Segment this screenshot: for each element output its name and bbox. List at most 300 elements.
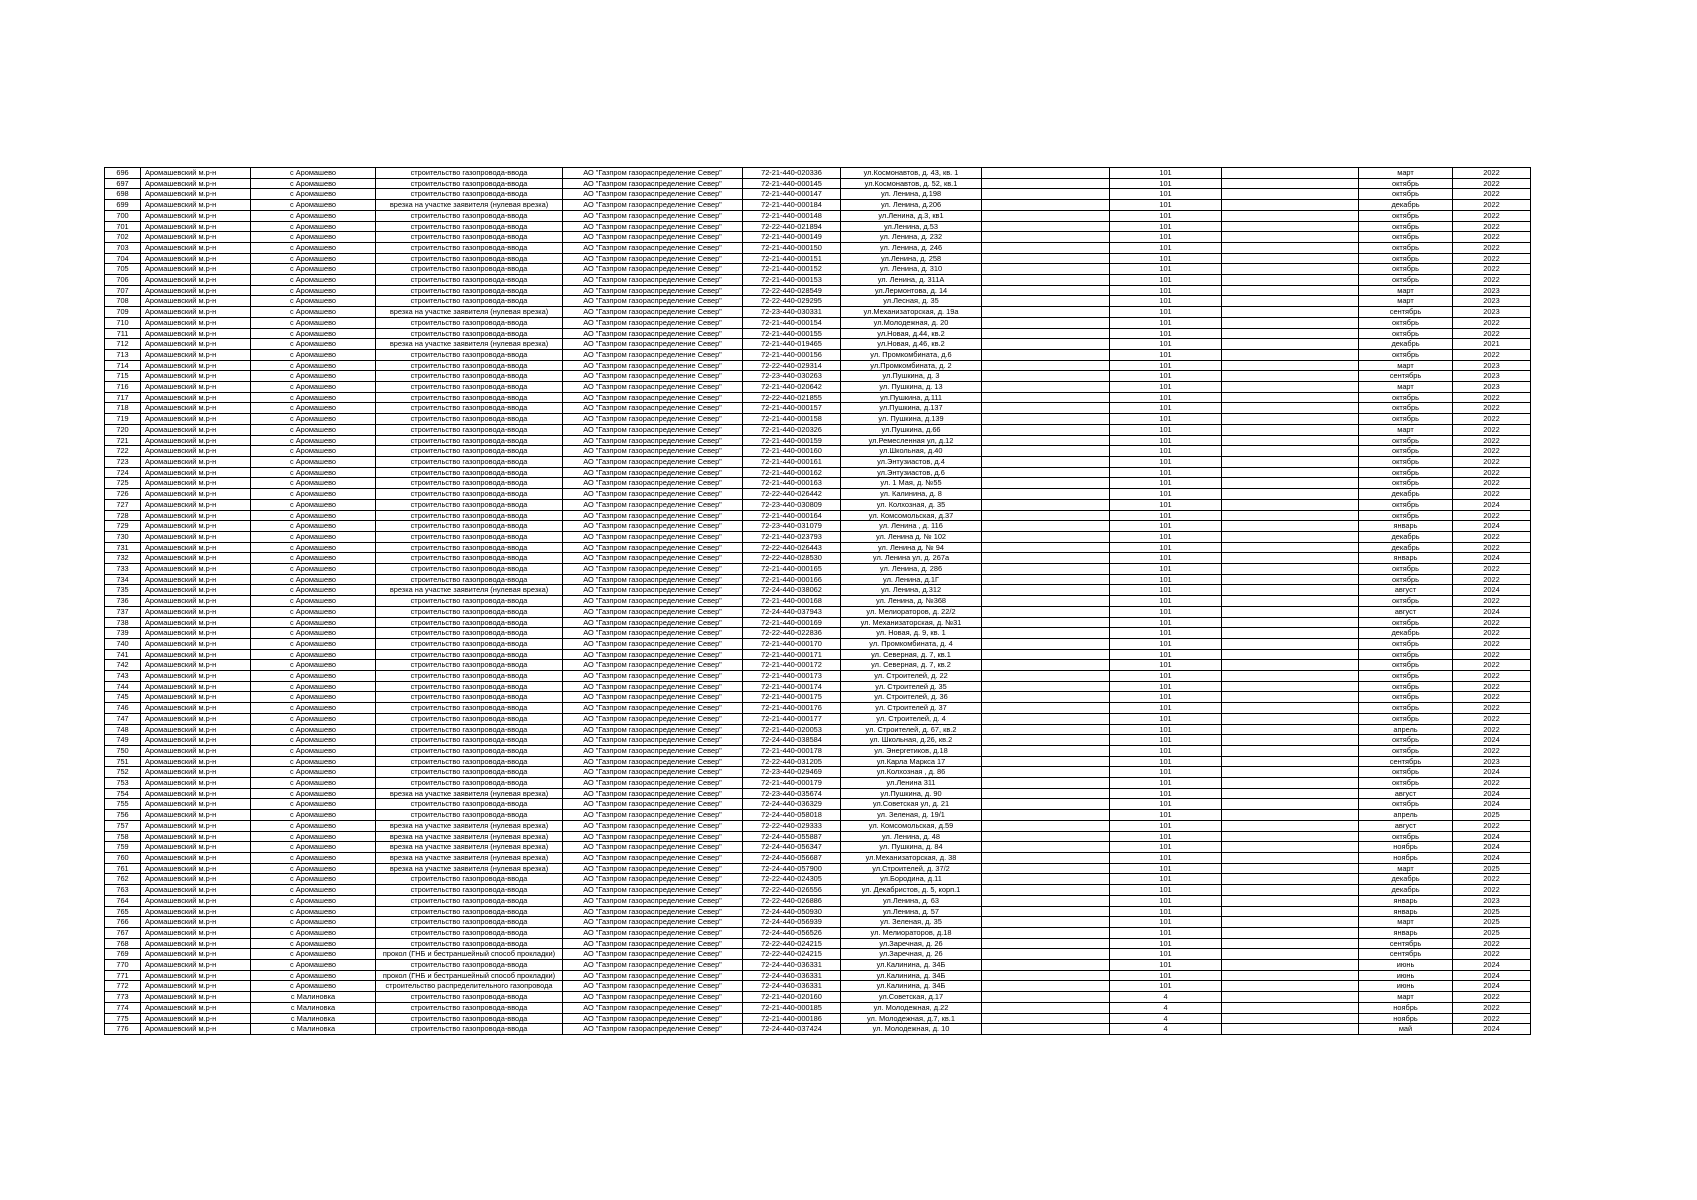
empty-cell xyxy=(982,467,1110,478)
work-type-cell: строительство газопровода-ввода xyxy=(376,253,563,264)
work-type-cell: строительство газопровода-ввода xyxy=(376,456,563,467)
settlement-cell: с Аромашево xyxy=(251,810,376,821)
settlement-cell: с Аромашево xyxy=(251,981,376,992)
request-number-cell: 72-21-440-000186 xyxy=(743,1013,841,1024)
settlement-cell: с Аромашево xyxy=(251,382,376,393)
table-row xyxy=(105,724,1531,735)
month-cell: октябрь xyxy=(1359,735,1453,746)
settlement-cell: с Аромашево xyxy=(251,574,376,585)
organization-cell: АО "Газпром газораспределение Север" xyxy=(563,531,743,542)
empty-cell xyxy=(1222,585,1359,596)
year-cell: 2024 xyxy=(1453,831,1531,842)
settlement-cell: с Аромашево xyxy=(251,435,376,446)
organization-cell: АО "Газпром газораспределение Север" xyxy=(563,478,743,489)
month-cell: январь xyxy=(1359,927,1453,938)
address-cell: ул.Пушкина, д.111 xyxy=(841,392,982,403)
organization-cell: АО "Газпром газораспределение Север" xyxy=(563,938,743,949)
district-cell: Аромашевский м.р-н xyxy=(141,831,251,842)
address-cell: ул.Космонавтов, д. 43, кв. 1 xyxy=(841,168,982,179)
row-number: 761 xyxy=(105,863,141,874)
settlement-cell: с Аромашево xyxy=(251,938,376,949)
organization-cell: АО "Газпром газораспределение Север" xyxy=(563,574,743,585)
settlement-cell: с Аромашево xyxy=(251,906,376,917)
year-cell: 2022 xyxy=(1453,703,1531,714)
settlement-cell: с Аромашево xyxy=(251,221,376,232)
work-type-cell: строительство газопровода-ввода xyxy=(376,392,563,403)
settlement-cell: с Аромашево xyxy=(251,649,376,660)
address-cell: ул.Школьная, д.40 xyxy=(841,446,982,457)
empty-cell xyxy=(1222,863,1359,874)
address-cell: ул. Молодежная, д.7, кв.1 xyxy=(841,1013,982,1024)
year-cell: 2022 xyxy=(1453,510,1531,521)
request-number-cell: 72-21-440-000184 xyxy=(743,200,841,211)
district-cell: Аромашевский м.р-н xyxy=(141,842,251,853)
month-cell: октябрь xyxy=(1359,210,1453,221)
request-number-cell: 72-22-440-026443 xyxy=(743,542,841,553)
month-cell: сентябрь xyxy=(1359,938,1453,949)
row-number: 762 xyxy=(105,874,141,885)
month-cell: октябрь xyxy=(1359,478,1453,489)
year-cell: 2022 xyxy=(1453,681,1531,692)
empty-cell xyxy=(1222,564,1359,575)
year-cell: 2025 xyxy=(1453,927,1531,938)
district-cell: Аромашевский м.р-н xyxy=(141,349,251,360)
settlement-cell: с Аромашево xyxy=(251,681,376,692)
request-number-cell: 72-22-440-029295 xyxy=(743,296,841,307)
empty-cell xyxy=(1222,938,1359,949)
empty-cell xyxy=(1222,371,1359,382)
table-row xyxy=(105,414,1531,425)
district-cell: Аромашевский м.р-н xyxy=(141,542,251,553)
month-cell: декабрь xyxy=(1359,531,1453,542)
empty-cell xyxy=(1222,360,1359,371)
table-row xyxy=(105,799,1531,810)
row-number: 709 xyxy=(105,307,141,318)
settlement-cell: с Аромашево xyxy=(251,349,376,360)
pressure-cell: 101 xyxy=(1110,189,1222,200)
request-number-cell: 72-23-440-030331 xyxy=(743,307,841,318)
address-cell: ул.Советская, д.17 xyxy=(841,992,982,1003)
empty-cell xyxy=(1222,232,1359,243)
pressure-cell: 101 xyxy=(1110,456,1222,467)
month-cell: октябрь xyxy=(1359,574,1453,585)
row-number: 738 xyxy=(105,617,141,628)
row-number: 751 xyxy=(105,756,141,767)
empty-cell xyxy=(1222,895,1359,906)
settlement-cell: с Аромашево xyxy=(251,307,376,318)
district-cell: Аромашевский м.р-н xyxy=(141,178,251,189)
settlement-cell: с Аромашево xyxy=(251,478,376,489)
pressure-cell: 101 xyxy=(1110,392,1222,403)
year-cell: 2022 xyxy=(1453,596,1531,607)
organization-cell: АО "Газпром газораспределение Север" xyxy=(563,317,743,328)
year-cell: 2023 xyxy=(1453,382,1531,393)
month-cell: октябрь xyxy=(1359,703,1453,714)
settlement-cell: с Аромашево xyxy=(251,467,376,478)
address-cell: ул.Лермонтова, д. 14 xyxy=(841,285,982,296)
pressure-cell: 101 xyxy=(1110,242,1222,253)
pressure-cell: 101 xyxy=(1110,853,1222,864)
organization-cell: АО "Газпром газораспределение Север" xyxy=(563,349,743,360)
empty-cell xyxy=(982,296,1110,307)
district-cell: Аромашевский м.р-н xyxy=(141,970,251,981)
settlement-cell: с Аромашево xyxy=(251,360,376,371)
year-cell: 2024 xyxy=(1453,521,1531,532)
year-cell: 2022 xyxy=(1453,210,1531,221)
address-cell: ул. Молодежная, д.22 xyxy=(841,1002,982,1013)
address-cell: ул. Молодежная, д. 10 xyxy=(841,1024,982,1035)
row-number: 771 xyxy=(105,970,141,981)
organization-cell: АО "Газпром газораспределение Север" xyxy=(563,221,743,232)
district-cell: Аромашевский м.р-н xyxy=(141,521,251,532)
request-number-cell: 72-22-440-026442 xyxy=(743,489,841,500)
empty-cell xyxy=(982,970,1110,981)
empty-cell xyxy=(1222,981,1359,992)
pressure-cell: 4 xyxy=(1110,1024,1222,1035)
pressure-cell: 101 xyxy=(1110,317,1222,328)
request-number-cell: 72-21-440-000178 xyxy=(743,745,841,756)
request-number-cell: 72-22-440-026886 xyxy=(743,895,841,906)
empty-cell xyxy=(1222,317,1359,328)
pressure-cell: 101 xyxy=(1110,628,1222,639)
district-cell: Аромашевский м.р-н xyxy=(141,671,251,682)
work-type-cell: прокол (ГНБ и бестраншейный способ прокладки) xyxy=(376,949,563,960)
work-type-cell: строительство газопровода-ввода xyxy=(376,778,563,789)
month-cell: август xyxy=(1359,606,1453,617)
settlement-cell: с Аромашево xyxy=(251,510,376,521)
pressure-cell: 101 xyxy=(1110,820,1222,831)
settlement-cell: с Аромашево xyxy=(251,371,376,382)
month-cell: декабрь xyxy=(1359,339,1453,350)
empty-cell xyxy=(982,168,1110,179)
settlement-cell: с Аромашево xyxy=(251,542,376,553)
address-cell: ул. Новая, д. 9, кв. 1 xyxy=(841,628,982,639)
pressure-cell: 101 xyxy=(1110,574,1222,585)
table-row xyxy=(105,467,1531,478)
year-cell: 2022 xyxy=(1453,1013,1531,1024)
data-table xyxy=(104,167,1531,1035)
table-row xyxy=(105,382,1531,393)
request-number-cell: 72-24-440-038584 xyxy=(743,735,841,746)
work-type-cell: строительство газопровода-ввода xyxy=(376,564,563,575)
year-cell: 2023 xyxy=(1453,371,1531,382)
month-cell: октябрь xyxy=(1359,403,1453,414)
month-cell: октябрь xyxy=(1359,349,1453,360)
settlement-cell: с Аромашево xyxy=(251,489,376,500)
request-number-cell: 72-22-440-028549 xyxy=(743,285,841,296)
district-cell: Аромашевский м.р-н xyxy=(141,927,251,938)
empty-cell xyxy=(1222,703,1359,714)
empty-cell xyxy=(1222,489,1359,500)
request-number-cell: 72-21-440-020326 xyxy=(743,424,841,435)
table-row xyxy=(105,638,1531,649)
row-number: 748 xyxy=(105,724,141,735)
request-number-cell: 72-21-440-000163 xyxy=(743,478,841,489)
district-cell: Аромашевский м.р-н xyxy=(141,692,251,703)
address-cell: ул. Ленина , д. 116 xyxy=(841,521,982,532)
month-cell: октябрь xyxy=(1359,564,1453,575)
empty-cell xyxy=(1222,178,1359,189)
month-cell: ноябрь xyxy=(1359,1002,1453,1013)
empty-cell xyxy=(1222,296,1359,307)
address-cell: ул. Ленина д. № 102 xyxy=(841,531,982,542)
empty-cell xyxy=(982,521,1110,532)
year-cell: 2022 xyxy=(1453,414,1531,425)
row-number: 747 xyxy=(105,713,141,724)
settlement-cell: с Аромашево xyxy=(251,853,376,864)
month-cell: декабрь xyxy=(1359,200,1453,211)
empty-cell xyxy=(982,778,1110,789)
empty-cell xyxy=(982,992,1110,1003)
empty-cell xyxy=(982,960,1110,971)
settlement-cell: с Аромашево xyxy=(251,628,376,639)
request-number-cell: 72-21-440-020336 xyxy=(743,168,841,179)
empty-cell xyxy=(1222,745,1359,756)
month-cell: октябрь xyxy=(1359,596,1453,607)
work-type-cell: строительство газопровода-ввода xyxy=(376,360,563,371)
year-cell: 2022 xyxy=(1453,638,1531,649)
month-cell: декабрь xyxy=(1359,874,1453,885)
request-number-cell: 72-24-440-056526 xyxy=(743,927,841,938)
district-cell: Аромашевский м.р-н xyxy=(141,531,251,542)
empty-cell xyxy=(1222,542,1359,553)
organization-cell: АО "Газпром газораспределение Север" xyxy=(563,724,743,735)
empty-cell xyxy=(982,767,1110,778)
work-type-cell: строительство газопровода-ввода xyxy=(376,671,563,682)
year-cell: 2022 xyxy=(1453,820,1531,831)
pressure-cell: 101 xyxy=(1110,938,1222,949)
request-number-cell: 72-22-440-024215 xyxy=(743,938,841,949)
pressure-cell: 101 xyxy=(1110,863,1222,874)
year-cell: 2022 xyxy=(1453,178,1531,189)
district-cell: Аромашевский м.р-н xyxy=(141,253,251,264)
request-number-cell: 72-24-440-038062 xyxy=(743,585,841,596)
work-type-cell: строительство газопровода-ввода xyxy=(376,168,563,179)
year-cell: 2022 xyxy=(1453,478,1531,489)
month-cell: октябрь xyxy=(1359,799,1453,810)
row-number: 764 xyxy=(105,895,141,906)
request-number-cell: 72-21-440-000169 xyxy=(743,617,841,628)
year-cell: 2024 xyxy=(1453,981,1531,992)
empty-cell xyxy=(982,531,1110,542)
work-type-cell: строительство газопровода-ввода xyxy=(376,628,563,639)
month-cell: октябрь xyxy=(1359,831,1453,842)
empty-cell xyxy=(982,221,1110,232)
empty-cell xyxy=(1222,521,1359,532)
organization-cell: АО "Газпром газораспределение Север" xyxy=(563,392,743,403)
work-type-cell: строительство газопровода-ввода xyxy=(376,638,563,649)
settlement-cell: с Аромашево xyxy=(251,189,376,200)
row-number: 745 xyxy=(105,692,141,703)
organization-cell: АО "Газпром газораспределение Север" xyxy=(563,949,743,960)
year-cell: 2024 xyxy=(1453,606,1531,617)
table-body xyxy=(105,168,1531,1035)
empty-cell xyxy=(1222,756,1359,767)
empty-cell xyxy=(982,703,1110,714)
settlement-cell: с Аромашево xyxy=(251,564,376,575)
settlement-cell: с Аромашево xyxy=(251,521,376,532)
row-number: 774 xyxy=(105,1002,141,1013)
year-cell: 2022 xyxy=(1453,874,1531,885)
empty-cell xyxy=(982,574,1110,585)
row-number: 753 xyxy=(105,778,141,789)
table-row xyxy=(105,703,1531,714)
request-number-cell: 72-21-440-019465 xyxy=(743,339,841,350)
organization-cell: АО "Газпром газораспределение Север" xyxy=(563,735,743,746)
address-cell: ул.Советская ул, д. 21 xyxy=(841,799,982,810)
work-type-cell: прокол (ГНБ и бестраншейный способ прокладки) xyxy=(376,970,563,981)
district-cell: Аромашевский м.р-н xyxy=(141,703,251,714)
table-row xyxy=(105,970,1531,981)
work-type-cell: строительство газопровода-ввода xyxy=(376,317,563,328)
empty-cell xyxy=(982,681,1110,692)
work-type-cell: строительство газопровода-ввода xyxy=(376,435,563,446)
request-number-cell: 72-24-440-056347 xyxy=(743,842,841,853)
empty-cell xyxy=(1222,724,1359,735)
district-cell: Аромашевский м.р-н xyxy=(141,232,251,243)
request-number-cell: 72-21-440-020053 xyxy=(743,724,841,735)
pressure-cell: 101 xyxy=(1110,414,1222,425)
table-row xyxy=(105,960,1531,971)
table-row xyxy=(105,681,1531,692)
address-cell: ул.Карла Маркса 17 xyxy=(841,756,982,767)
organization-cell: АО "Газпром газораспределение Север" xyxy=(563,970,743,981)
row-number: 746 xyxy=(105,703,141,714)
year-cell: 2024 xyxy=(1453,735,1531,746)
pressure-cell: 101 xyxy=(1110,253,1222,264)
month-cell: март xyxy=(1359,382,1453,393)
pressure-cell: 101 xyxy=(1110,435,1222,446)
table-row xyxy=(105,606,1531,617)
month-cell: октябрь xyxy=(1359,692,1453,703)
empty-cell xyxy=(1222,478,1359,489)
empty-cell xyxy=(1222,853,1359,864)
request-number-cell: 72-24-440-036331 xyxy=(743,960,841,971)
row-number: 698 xyxy=(105,189,141,200)
empty-cell xyxy=(1222,917,1359,928)
organization-cell: АО "Газпром газораспределение Север" xyxy=(563,200,743,211)
district-cell: Аромашевский м.р-н xyxy=(141,960,251,971)
row-number: 763 xyxy=(105,885,141,896)
settlement-cell: с Аромашево xyxy=(251,692,376,703)
month-cell: октябрь xyxy=(1359,221,1453,232)
work-type-cell: строительство газопровода-ввода xyxy=(376,906,563,917)
month-cell: март xyxy=(1359,917,1453,928)
table-row xyxy=(105,617,1531,628)
empty-cell xyxy=(982,189,1110,200)
address-cell: ул. 1 Мая, д. №55 xyxy=(841,478,982,489)
year-cell: 2022 xyxy=(1453,253,1531,264)
month-cell: май xyxy=(1359,1024,1453,1035)
work-type-cell: строительство газопровода-ввода xyxy=(376,403,563,414)
district-cell: Аромашевский м.р-н xyxy=(141,382,251,393)
empty-cell xyxy=(1222,992,1359,1003)
pressure-cell: 101 xyxy=(1110,478,1222,489)
organization-cell: АО "Газпром газораспределение Север" xyxy=(563,596,743,607)
address-cell: ул.Ленина, д. 63 xyxy=(841,895,982,906)
request-number-cell: 72-22-440-026556 xyxy=(743,885,841,896)
work-type-cell: строительство газопровода-ввода xyxy=(376,189,563,200)
month-cell: октябрь xyxy=(1359,499,1453,510)
year-cell: 2024 xyxy=(1453,960,1531,971)
month-cell: октябрь xyxy=(1359,242,1453,253)
pressure-cell: 101 xyxy=(1110,713,1222,724)
work-type-cell: строительство газопровода-ввода xyxy=(376,596,563,607)
row-number: 718 xyxy=(105,403,141,414)
year-cell: 2024 xyxy=(1453,853,1531,864)
empty-cell xyxy=(982,403,1110,414)
work-type-cell: строительство газопровода-ввода xyxy=(376,467,563,478)
empty-cell xyxy=(1222,435,1359,446)
empty-cell xyxy=(982,756,1110,767)
year-cell: 2022 xyxy=(1453,275,1531,286)
month-cell: март xyxy=(1359,992,1453,1003)
month-cell: январь xyxy=(1359,553,1453,564)
pressure-cell: 101 xyxy=(1110,756,1222,767)
pressure-cell: 101 xyxy=(1110,564,1222,575)
row-number: 712 xyxy=(105,339,141,350)
work-type-cell: строительство газопровода-ввода xyxy=(376,328,563,339)
district-cell: Аромашевский м.р-н xyxy=(141,424,251,435)
pressure-cell: 101 xyxy=(1110,531,1222,542)
request-number-cell: 72-21-440-000185 xyxy=(743,1002,841,1013)
settlement-cell: с Малиновка xyxy=(251,992,376,1003)
request-number-cell: 72-22-440-024305 xyxy=(743,874,841,885)
row-number: 770 xyxy=(105,960,141,971)
table-row xyxy=(105,1013,1531,1024)
month-cell: декабрь xyxy=(1359,542,1453,553)
address-cell: ул. Ленина, д. 311А xyxy=(841,275,982,286)
empty-cell xyxy=(982,617,1110,628)
request-number-cell: 72-21-440-000168 xyxy=(743,596,841,607)
empty-cell xyxy=(982,446,1110,457)
table-row xyxy=(105,788,1531,799)
settlement-cell: с Аромашево xyxy=(251,456,376,467)
empty-cell xyxy=(982,810,1110,821)
empty-cell xyxy=(1222,671,1359,682)
settlement-cell: с Аромашево xyxy=(251,895,376,906)
empty-cell xyxy=(1222,382,1359,393)
empty-cell xyxy=(1222,778,1359,789)
year-cell: 2021 xyxy=(1453,339,1531,350)
empty-cell xyxy=(982,414,1110,425)
empty-cell xyxy=(1222,660,1359,671)
request-number-cell: 72-21-440-000171 xyxy=(743,649,841,660)
pressure-cell: 101 xyxy=(1110,553,1222,564)
empty-cell xyxy=(1222,553,1359,564)
district-cell: Аромашевский м.р-н xyxy=(141,456,251,467)
row-number: 767 xyxy=(105,927,141,938)
request-number-cell: 72-21-440-000177 xyxy=(743,713,841,724)
settlement-cell: с Аромашево xyxy=(251,200,376,211)
request-number-cell: 72-22-440-028530 xyxy=(743,553,841,564)
row-number: 706 xyxy=(105,275,141,286)
year-cell: 2022 xyxy=(1453,885,1531,896)
month-cell: октябрь xyxy=(1359,392,1453,403)
empty-cell xyxy=(1222,189,1359,200)
address-cell: ул.Новая, д.44, кв.2 xyxy=(841,328,982,339)
pressure-cell: 4 xyxy=(1110,992,1222,1003)
district-cell: Аромашевский м.р-н xyxy=(141,799,251,810)
request-number-cell: 72-21-440-000179 xyxy=(743,778,841,789)
empty-cell xyxy=(982,328,1110,339)
row-number: 726 xyxy=(105,489,141,500)
work-type-cell: строительство газопровода-ввода xyxy=(376,606,563,617)
organization-cell: АО "Газпром газораспределение Север" xyxy=(563,435,743,446)
row-number: 721 xyxy=(105,435,141,446)
table-row xyxy=(105,221,1531,232)
district-cell: Аромашевский м.р-н xyxy=(141,435,251,446)
